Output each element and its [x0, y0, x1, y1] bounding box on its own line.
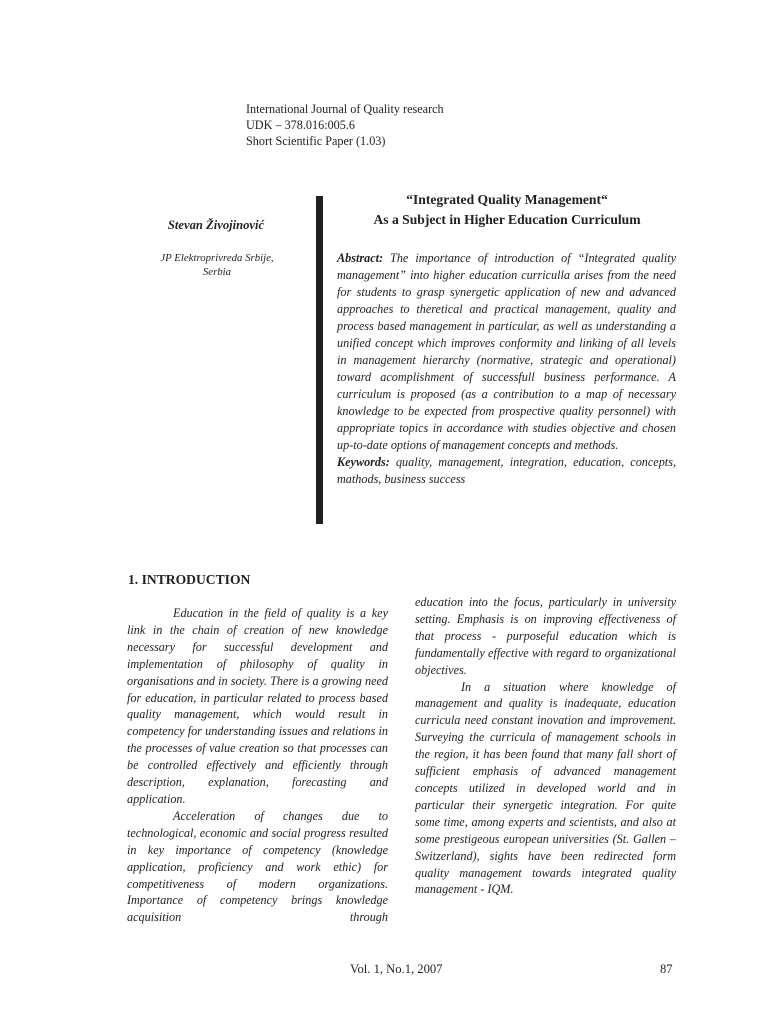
title-line-2: As a Subject in Higher Education Curriculum — [373, 212, 641, 227]
right-column — [415, 594, 676, 898]
section-heading-introduction: 1. INTRODUCTION — [128, 572, 251, 587]
vertical-divider — [316, 196, 323, 524]
footer-volume: Vol. 1, No.1, 2007 — [350, 962, 443, 976]
paper-type: Short Scientific Paper (1.03) — [246, 134, 386, 148]
left-column — [127, 605, 388, 926]
intro-paragraph-3: education into the focus, particularly in university setting. Emphasis is on improving effectiveness of that process - purposeful education which is fundamentally effective with regard to organizational objectives. — [415, 595, 676, 677]
journal-name: International Journal of Quality research — [246, 102, 444, 116]
keywords-label: Keywords: — [337, 455, 390, 469]
intro-paragraph-1: Education in the field of quality is a key link in the chain of creation of new knowledge necessary for successful development and implementation of philosophy of quality in organisations and in society. There is a growing need for education, in particular related to process based quality management, which would result in competency for understanding issues and relations in the processes of value creation so that processes can be controlled effectively and efficiently through description, explanation, forecasting and application. — [127, 606, 388, 806]
author-name: Stevan Živojinović — [167, 218, 265, 232]
keywords-paragraph — [337, 454, 676, 488]
abstract-paragraph — [337, 250, 676, 454]
affiliation-line-2: Serbia — [202, 266, 232, 278]
page-number: 87 — [660, 962, 673, 976]
affiliation-line-1: JP Elektroprivreda Srbije, — [160, 252, 274, 264]
keywords-text: quality, management, integration, education, concepts, mathods, business success — [337, 455, 676, 486]
abstract-text: The importance of introduction of “Integrated quality management” into higher education curriculla arises from the need for students to grasp synergetic application of new and advanced approaches to theretical and practical management, quality and process based management in particular, as well as understanding a unified concept which improves conformity and linking of all levels in management hierarchy (normative, strategic and operational) toward acomplishment of successfull business performance. A curriculum is proposed (as a contribution to a map of necessary knowledge to be expected from prospective quality personnel) with appropriate topics in accordance with studies objective and chosen up-to-date options of management concepts and methods. — [337, 251, 676, 452]
author-affiliation — [146, 251, 288, 279]
paper-title — [337, 190, 677, 230]
title-line-1: “Integrated Quality Management“ — [406, 192, 608, 207]
udk-code: UDK – 378.016:005.6 — [246, 118, 356, 132]
intro-paragraph-4: In a situation where knowledge of management and quality is inadequate, education curricula need constant inovation and improvement. Surveying the curricula of management schools in the region, it has been found that many fall short of sufficient emphasis of advanced management concepts utilized in developed world and in particular their synergetic integration. For quite some time, among experts and scientists, and also at some prestigeous european universities (St. Gallen – Switzerland), sights have been redirected form quality management towards integrated quality management - IQM. — [415, 679, 676, 897]
abstract-label: Abstract: — [337, 251, 384, 265]
abstract-block — [337, 250, 676, 488]
intro-paragraph-2: Acceleration of changes due to technological, economic and social progress resulted in key importance of competency (knowledge application, proficiency and work ethic) for competitiveness of modern organizations. Importance of competency brings knowledge acquisition through — [127, 808, 388, 925]
journal-header — [246, 101, 444, 149]
